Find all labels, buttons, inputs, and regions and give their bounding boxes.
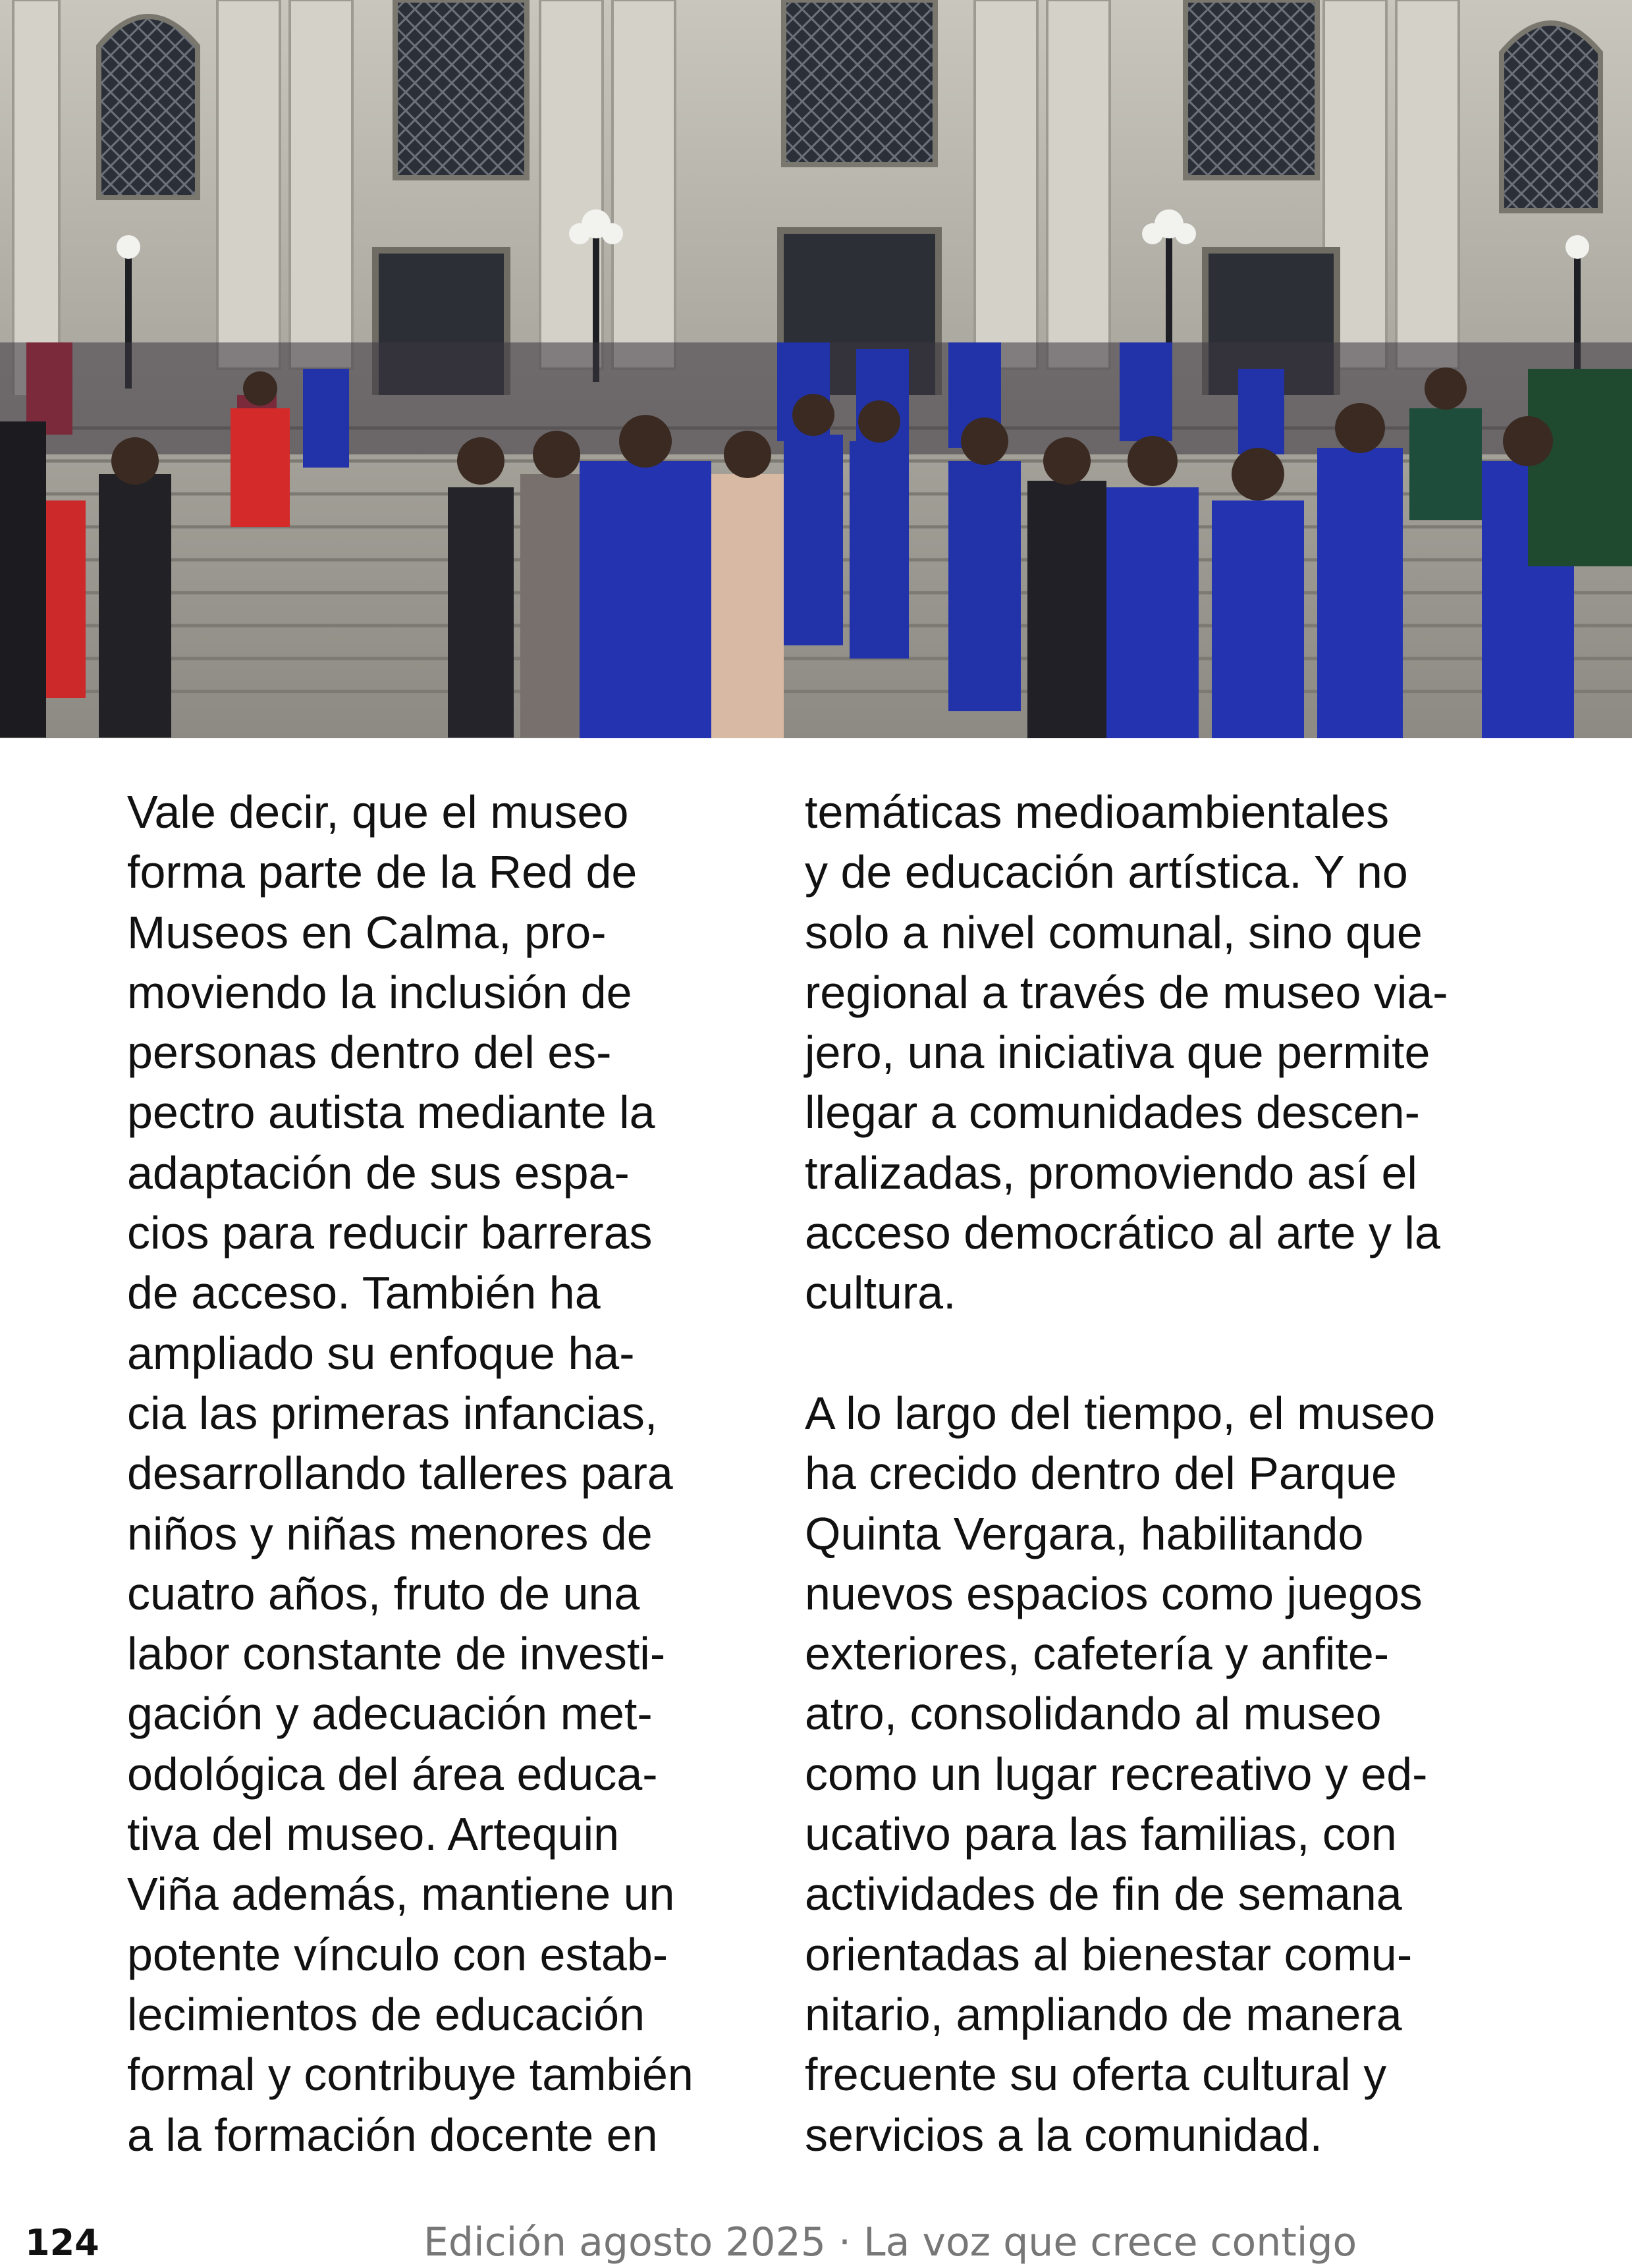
text-line: personas dentro del es- bbox=[127, 1027, 612, 1079]
text-line: Vale decir, que el museo bbox=[127, 786, 629, 838]
article-photo bbox=[0, 0, 1632, 738]
text-line: y de educación artística. Y no bbox=[805, 846, 1408, 898]
text-line: orientadas al bienestar comu- bbox=[805, 1928, 1413, 1980]
text-line: a la formación docente en bbox=[127, 2109, 658, 2161]
text-line: cios para reducir barreras bbox=[127, 1207, 653, 1259]
text-line: pectro autista mediante la bbox=[127, 1087, 655, 1139]
text-line: tiva del museo. Artequin bbox=[127, 1808, 620, 1860]
text-line: odológica del área educa- bbox=[127, 1748, 658, 1800]
text-line: nitario, ampliando de manera bbox=[805, 1988, 1402, 2040]
text-line: gación y adecuación met- bbox=[127, 1688, 653, 1740]
text-line: A lo largo del tiempo, el museo bbox=[805, 1387, 1436, 1439]
text-line: acceso democrático al arte y la bbox=[805, 1207, 1440, 1259]
text-line: Viña además, mantiene un bbox=[127, 1868, 675, 1920]
text-line: Quinta Vergara, habilitando bbox=[805, 1507, 1364, 1559]
text-line: jero, una iniciativa que permite bbox=[805, 1027, 1430, 1079]
text-line: de acceso. También ha bbox=[127, 1267, 601, 1319]
text-line: nuevos espacios como juegos bbox=[805, 1567, 1423, 1619]
article-column-left bbox=[127, 782, 786, 2165]
text-line: llegar a comunidades descen- bbox=[805, 1087, 1420, 1139]
text-line: tralizadas, promoviendo así el bbox=[805, 1147, 1417, 1199]
text-line: ha crecido dentro del Parque bbox=[805, 1447, 1397, 1499]
text-line: adaptación de sus espa- bbox=[127, 1147, 630, 1199]
text-line: regional a través de museo via- bbox=[805, 966, 1448, 1018]
text-line: cuatro años, fruto de una bbox=[127, 1567, 640, 1619]
text-line: niños y niñas menores de bbox=[127, 1507, 653, 1559]
text-line: temáticas medioambientales bbox=[805, 786, 1390, 838]
text-line: desarrollando talleres para bbox=[127, 1447, 673, 1499]
text-line: Museos en Calma, pro- bbox=[127, 906, 607, 958]
text-line: como un lugar recreativo y ed- bbox=[805, 1748, 1428, 1800]
text-line: potente vínculo con estab- bbox=[127, 1928, 668, 1980]
text-line: cultura. bbox=[805, 1267, 956, 1319]
text-line: servicios a la comunidad. bbox=[805, 2109, 1322, 2161]
text-line: frecuente su oferta cultural y bbox=[805, 2049, 1387, 2101]
text-line: moviendo la inclusión de bbox=[127, 966, 632, 1018]
photo-illustration bbox=[0, 0, 1632, 738]
text-line: lecimientos de educación bbox=[127, 1988, 645, 2040]
text-line: formal y contribuye también bbox=[127, 2049, 694, 2101]
footer-edition-text: Edición agosto 2025 · La voz que crece contigo bbox=[423, 2219, 1357, 2265]
text-line: ampliado su enfoque ha- bbox=[127, 1327, 635, 1379]
text-line: solo a nivel comunal, sino que bbox=[805, 906, 1423, 958]
text-line: labor constante de investi- bbox=[127, 1628, 666, 1680]
article-column-right bbox=[805, 782, 1463, 2165]
text-line: actividades de fin de semana bbox=[805, 1868, 1402, 1920]
text-line: forma parte de la Red de bbox=[127, 846, 638, 898]
text-line: atro, consolidando al museo bbox=[805, 1688, 1382, 1740]
page-number: 124 bbox=[25, 2222, 99, 2263]
text-line: cia las primeras infancias, bbox=[127, 1387, 658, 1439]
text-line: ucativo para las familias, con bbox=[805, 1808, 1397, 1860]
paragraph-gap bbox=[805, 1324, 1463, 1384]
text-line: exteriores, cafetería y anfite- bbox=[805, 1628, 1390, 1680]
